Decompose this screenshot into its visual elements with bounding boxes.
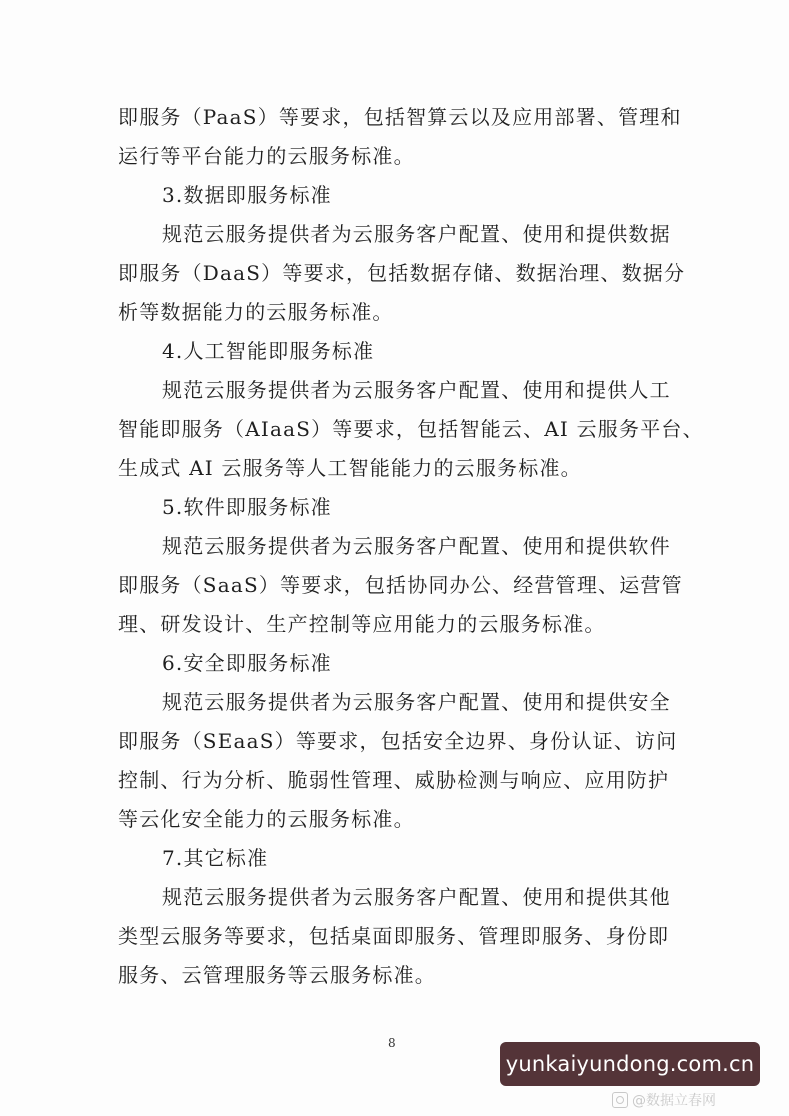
body-text-line: 规范云服务提供者为云服务客户配置、使用和提供数据 <box>162 222 671 246</box>
body-text-line: 即服务（SaaS）等要求，包括协同办公、经营管理、运营管 <box>118 573 683 597</box>
body-text-line: 智能即服务（AIaaS）等要求，包括智能云、AI 云服务平台、 <box>118 417 704 441</box>
page-number: 8 <box>388 1036 396 1050</box>
section-heading: 6.安全即服务标准 <box>162 651 332 675</box>
body-text-line: 即服务（DaaS）等要求，包括数据存储、数据治理、数据分 <box>118 261 686 285</box>
body-text-line: 析等数据能力的云服务标准。 <box>118 300 394 324</box>
body-text-line: 理、研发设计、生产控制等应用能力的云服务标准。 <box>118 612 606 636</box>
body-text-line: 规范云服务提供者为云服务客户配置、使用和提供其他 <box>162 885 671 909</box>
body-text-line: 规范云服务提供者为云服务客户配置、使用和提供软件 <box>162 534 671 558</box>
body-text-line: 生成式 AI 云服务等人工智能能力的云服务标准。 <box>118 456 582 480</box>
body-text-line: 等云化安全能力的云服务标准。 <box>118 807 415 831</box>
body-text-line: 运行等平台能力的云服务标准。 <box>118 144 415 168</box>
watermark-source-text: @数据立春网 <box>632 1093 716 1109</box>
body-text-line: 控制、行为分析、脆弱性管理、威胁检测与响应、应用防护 <box>118 768 670 792</box>
watermark-site-text: yunkaiyundong.com.cn <box>505 1052 755 1076</box>
section-heading: 3.数据即服务标准 <box>162 183 332 207</box>
watermark-source <box>612 1090 716 1110</box>
section-heading: 7.其它标准 <box>162 846 269 870</box>
body-text-line: 即服务（PaaS）等要求，包括智算云以及应用部署、管理和 <box>118 105 682 129</box>
body-text-line: 规范云服务提供者为云服务客户配置、使用和提供人工 <box>162 378 671 402</box>
camera-icon <box>612 1092 628 1108</box>
section-heading: 5.软件即服务标准 <box>162 495 332 519</box>
body-text-line: 类型云服务等要求，包括桌面即服务、管理即服务、身份即 <box>118 924 670 948</box>
section-heading: 4.人工智能即服务标准 <box>162 339 375 363</box>
body-text-line: 服务、云管理服务等云服务标准。 <box>118 963 436 987</box>
watermark-banner <box>500 1042 760 1086</box>
body-text-line: 规范云服务提供者为云服务客户配置、使用和提供安全 <box>162 690 671 714</box>
body-text-line: 即服务（SEaaS）等要求，包括安全边界、身份认证、访问 <box>118 729 678 753</box>
